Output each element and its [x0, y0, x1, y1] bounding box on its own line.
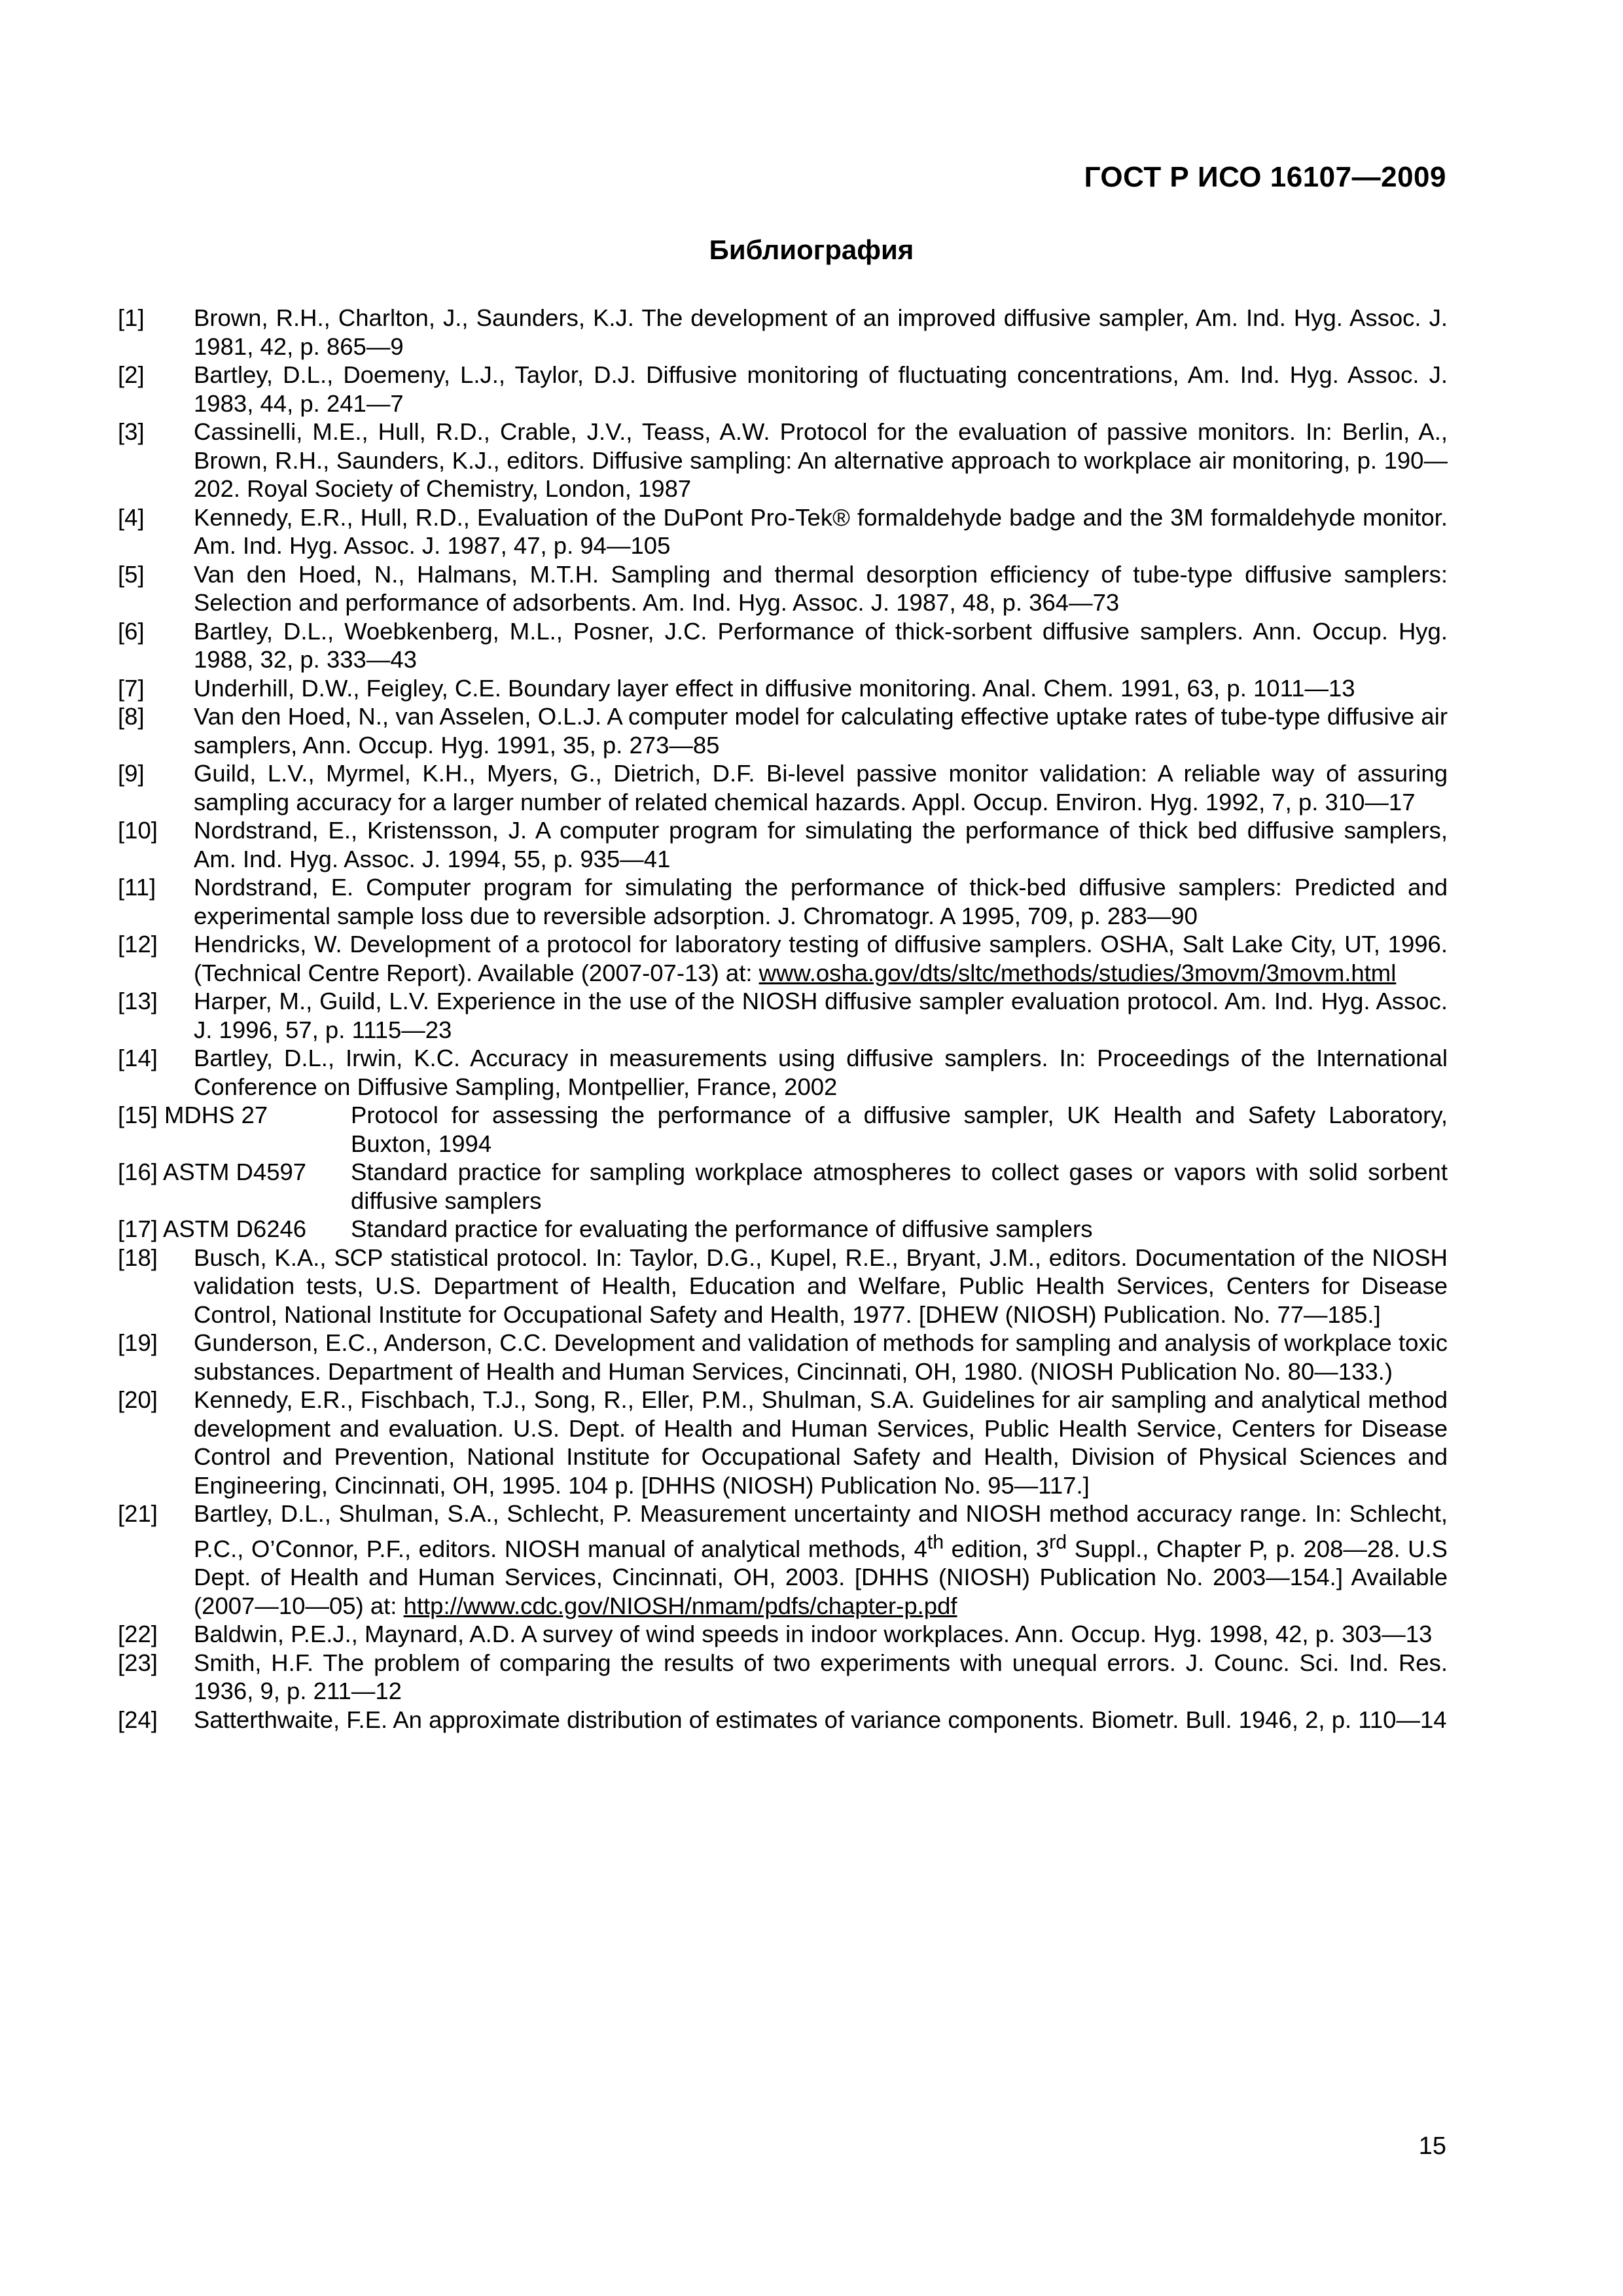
bibliography-title: Библиография: [709, 234, 914, 265]
bib-entry: [118, 873, 1448, 930]
bib-entry-number: [14]: [118, 1045, 158, 1071]
cdc-nmam-link[interactable]: http://www.cdc.gov/NIOSH/nmam/pdfs/chapter-p.pdf: [403, 1592, 957, 1619]
bib-entry-number: [7]: [118, 674, 145, 702]
bib-entry-number: [8]: [118, 703, 145, 730]
bib-entry: [118, 304, 1448, 361]
bib-entry-number: [18]: [118, 1244, 158, 1271]
bib-entry-number: [9]: [118, 760, 145, 787]
osha-protocol-link[interactable]: www.osha.gov/dts/sltc/methods/studies/3movm/3movm.html: [758, 959, 1397, 986]
bib-entry-number: [16] ASTM D4597: [118, 1158, 307, 1185]
bib-entry-number: [19]: [118, 1329, 158, 1356]
bib-entry-text: Guild, L.V., Myrmel, K.H., Myers, G., Dietrich, D.F. Bi-level passive monitor validation: A reliable way of assuring sampling accuracy for a larger number of related chemical hazards. Appl. Occup. Environ. Hyg. 1992, 7, p. 310—17: [194, 760, 1448, 816]
superscript: rd: [1049, 1530, 1067, 1553]
bib-entry-text: Protocol for assessing the performance of a diffusive sampler, UK Health and Safety Laboratory, Buxton, 1994: [351, 1102, 1448, 1157]
bib-entry-text: [194, 1499, 1448, 1620]
bib-entry-text: Gunderson, E.C., Anderson, C.C. Development and validation of methods for sampling and analysis of workplace toxic substances. Department of Health and Human Services, Cincinnati, OH, 1980. (NIOSH Publication No. 80—133.): [194, 1329, 1448, 1385]
bib-entry-text: Baldwin, P.E.J., Maynard, A.D. A survey of wind speeds in indoor workplaces. Ann. Occup. Hyg. 1998, 42, p. 303—13: [194, 1621, 1433, 1648]
bib-entry: [118, 1499, 1448, 1620]
bib-entry-number: [5]: [118, 560, 145, 588]
bib-entry-text-part: edition, 3: [944, 1535, 1050, 1562]
bib-entry-number: [10]: [118, 817, 158, 844]
bib-entry-number: [3]: [118, 418, 145, 445]
bib-entry: [118, 617, 1448, 674]
bib-entry: [118, 702, 1448, 759]
bib-entry-text: Harper, M., Guild, L.V. Experience in the use of the NIOSH diffusive sampler evaluation protocol. Am. Ind. Hyg. Assoc. J. 1996, 57, p. 1115—23: [194, 988, 1448, 1043]
bib-entry-text: Standard practice for sampling workplace atmospheres to collect gases or vapors with solid sorbent diffusive samplers: [351, 1158, 1448, 1214]
bib-entry-number: [20]: [118, 1386, 158, 1413]
bibliography-list: [118, 304, 1448, 1734]
bib-entry: [118, 418, 1448, 503]
bib-entry-text: Bartley, D.L., Doemeny, L.J., Taylor, D.J. Diffusive monitoring of fluctuating concentrations, Am. Ind. Hyg. Assoc. J. 1983, 44, p. 241—7: [194, 361, 1448, 417]
bib-entry-text: Cassinelli, M.E., Hull, R.D., Crable, J.V., Teass, A.W. Protocol for the evaluation of passive monitors. In: Berlin, A., Brown, R.H., Saunders, K.J., editors. Diffusive sampling: An alternative approach to workplace air monitoring, p. 190—202. Royal Society of Chemistry, London, 1987: [194, 418, 1448, 502]
bib-entry-text: Standard practice for evaluating the performance of diffusive samplers: [351, 1215, 1093, 1242]
bib-entry: [118, 560, 1448, 617]
bib-entry: [118, 503, 1448, 560]
bib-entry-number: [13]: [118, 988, 158, 1014]
bib-entry-standard: [118, 1158, 1448, 1215]
bib-entry-text: Van den Hoed, N., van Asselen, O.L.J. A computer model for calculating effective uptake rates of tube-type diffusive air samplers, Ann. Occup. Hyg. 1991, 35, p. 273—85: [194, 703, 1448, 759]
superscript: th: [927, 1530, 944, 1553]
bib-entry-text: Kennedy, E.R., Hull, R.D., Evaluation of the DuPont Pro-Tek® formaldehyde badge and the 3M formaldehyde monitor. Am. Ind. Hyg. Assoc. J. 1987, 47, p. 94—105: [194, 503, 1448, 559]
bib-entry-number: [15] MDHS 27: [118, 1102, 268, 1128]
bib-entry-text: Van den Hoed, N., Halmans, M.T.H. Sampling and thermal desorption efficiency of tube-type diffusive samplers: Selection and performance of adsorbents. Am. Ind. Hyg. Assoc. J. 1987, 48, p. 364—73: [194, 560, 1448, 616]
bib-entry: [118, 930, 1448, 987]
bib-entry: [118, 1649, 1448, 1706]
bib-entry-text: Satterthwaite, F.E. An approximate distribution of estimates of variance components. Biometr. Bull. 1946, 2, p. 110—14: [194, 1706, 1447, 1733]
bib-entry: [118, 361, 1448, 418]
bib-entry-text: Busch, K.A., SCP statistical protocol. In: Taylor, D.G., Kupel, R.E., Bryant, J.M., editors. Documentation of the NIOSH validation tests, U.S. Department of Health, Education and Welfare, Public Health Services, Centers for Disease Control, National Institute for Occupational Safety and Health, 1977. [DHEW (NIOSH) Publication. No. 77—185.]: [194, 1244, 1448, 1328]
bib-entry: [118, 987, 1448, 1044]
bib-entry: [118, 759, 1448, 816]
bib-entry-text: Brown, R.H., Charlton, J., Saunders, K.J. The development of an improved diffusive sampler, Am. Ind. Hyg. Assoc. J. 1981, 42, p. 865—9: [194, 304, 1448, 360]
bib-entry-text: Bartley, D.L., Woebkenberg, M.L., Posner, J.C. Performance of thick-sorbent diffusive samplers. Ann. Occup. Hyg. 1988, 32, p. 333—43: [194, 617, 1448, 673]
bib-entry-number: [21]: [118, 1500, 158, 1527]
bib-entry-number: [6]: [118, 617, 145, 645]
bib-entry: [118, 1044, 1448, 1101]
bib-entry-standard: [118, 1101, 1448, 1158]
bib-entry-text: [194, 930, 1448, 987]
bib-entry-text: Nordstrand, E., Kristensson, J. A computer program for simulating the performance of thick bed diffusive samplers, Am. Ind. Hyg. Assoc. J. 1994, 55, p. 935—41: [194, 817, 1448, 872]
document-code-header: ГОСТ Р ИСО 16107—2009: [1084, 161, 1446, 193]
bib-entry-number: [17] ASTM D6246: [118, 1215, 307, 1242]
bib-entry-text-part: Suppl., Chapter P, p. 208—28. U.S Dept. of Health and Human Services, Cincinnati, OH, 2003. [DHHS (NIOSH) Publication No. 2003—154.] Available (2007—10—05) at:: [194, 1535, 1448, 1619]
bib-entry-text: Bartley, D.L., Irwin, K.C. Accuracy in measurements using diffusive samplers. In: Proceedings of the International Conference on Diffusive Sampling, Montpellier, France, 2002: [194, 1045, 1448, 1100]
bib-entry: [118, 1386, 1448, 1499]
bib-entry-text: Smith, H.F. The problem of comparing the results of two experiments with unequal errors. J. Counc. Sci. Ind. Res. 1936, 9, p. 211—12: [194, 1649, 1448, 1705]
bib-entry-text: Underhill, D.W., Feigley, C.E. Boundary layer effect in diffusive monitoring. Anal. Chem. 1991, 63, p. 1011—13: [194, 674, 1355, 702]
bib-entry-number: [23]: [118, 1649, 158, 1676]
bib-entry-text-body: Hendricks, W. Development of a protocol for laboratory testing of diffusive samplers. OSHA, Salt Lake City, UT, 1996. (Technical Centre Report). Available (2007-07-13) at:: [194, 931, 1448, 986]
bib-entry-standard: [118, 1215, 1448, 1244]
bib-entry: [118, 1706, 1448, 1734]
bib-entry-text-part: Bartley, D.L., Shulman, S.A., Schlecht, P. Measurement uncertainty and NIOSH method accuracy range. In: Schlecht, P.C., O’Connor, P.F., editors. NIOSH manual of analytical methods, 4: [194, 1500, 1448, 1562]
bib-entry-text: Nordstrand, E. Computer program for simulating the performance of thick-bed diffusive samplers: Predicted and experimental sample loss due to reversible adsorption. J. Chromatogr. A 1995, 709, p. 283—90: [194, 874, 1448, 929]
bib-entry-number: [24]: [118, 1706, 158, 1733]
bib-entry-number: [2]: [118, 361, 145, 388]
bib-entry-text: Kennedy, E.R., Fischbach, T.J., Song, R., Eller, P.M., Shulman, S.A. Guidelines for air sampling and analytical method development and evaluation. U.S. Dept. of Health and Human Services, Public Health Service, Centers for Disease Control and Prevention, National Institute for Occupational Safety and Health, Division of Physical Sciences and Engineering, Cincinnati, OH, 1995. 104 p. [DHHS (NIOSH) Publication No. 95—117.]: [194, 1386, 1448, 1499]
bib-entry: [118, 674, 1448, 703]
bib-entry-number: [4]: [118, 503, 145, 531]
bib-entry: [118, 1620, 1448, 1649]
bib-entry: [118, 1329, 1448, 1386]
bib-entry: [118, 1244, 1448, 1329]
bib-entry: [118, 816, 1448, 873]
bib-entry-number: [12]: [118, 931, 158, 958]
bib-entry-number: [22]: [118, 1621, 158, 1648]
bib-entry-number: [11]: [118, 874, 156, 901]
page-number: 15: [1418, 2132, 1446, 2160]
bib-entry-number: [1]: [118, 304, 145, 331]
